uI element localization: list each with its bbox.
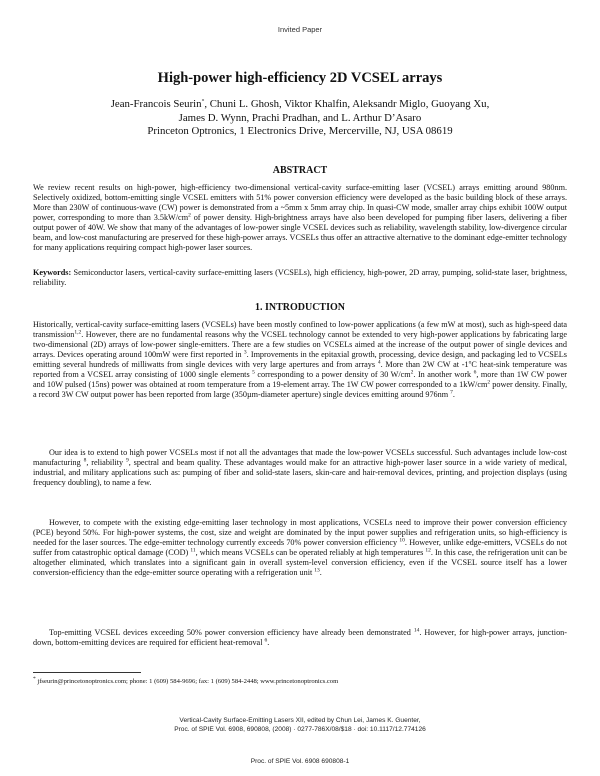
footnote-divider: [33, 672, 141, 673]
first-author: Jean-Francois Seurin: [110, 98, 202, 110]
footnote: [33, 675, 567, 686]
keywords-label: Keywords:: [33, 268, 72, 277]
intro-paragraph-1: Historically, vertical-cavity surface-emitting lasers (VCSELs) have been mostly confined to low-power applications (a few mW at most), such as high-speed data transmission$^{1,2}$. However, there are no fundamental reasons why the VCSEL technology cannot be extended to very high-power applications by fabricating large two-dimensional (2D) arrays of low-power single-emitters. There are a few studies on VCSELs aimed at the increase of the output power of single devices and arrays. Devices operating around 100mW were first reported in $^3$. Improvements in the epitaxial growth, processing, device design, and packaging led to VCSELs emitting several hundreds of milliwatts from single devices with very large apertures and from arrays $^4$. More than 2W CW at -1$^o$C heat-sink temperature was reported from a VCSEL array consisting of 1000 single elements $^5$ corresponding to a power density of 30 $W/cm^2$. In another work $^6$, more than 1W CW power and 10W pulsed (15ns) power was obtained at room temperature from a 19-element array. The 1W CW power corresponded to a $1kW/cm^2$ power density. Finally, a record 3W CW output power has been reported from large (350µm-diameter aperture) single devices emitting around 976nm $^7$.: [33, 320, 568, 399]
author-block: [40, 98, 560, 139]
footer-line-2: Proc. of SPIE Vol. 6908, 690808, (2008) · 0277-786X/08/$18 · doi: 10.1117/12.774126: [174, 725, 426, 733]
page-number: Proc. of SPIE Vol. 6908 690808-1: [250, 758, 350, 765]
intro-paragraph-3: However, to compete with the existing edge-emitting laser technology in most applications, VCSELs need to improve their power conversion efficiency (PCE) beyond 50%. For high-power systems, the cost, size and weight are dominated by the input power supplies and refrigeration units, so high-efficiency is needed for the laser sources. The edge-emitter technology currently exceeds 70% power conversion efficiency $^{10}$. However, unlike edge-emitters, VCSELs do not suffer from catastrophic optical damage (COD) $^{11}$, which means VCSELs can be operated reliably at high temperatures $^{12}$. In this case, the refrigeration unit can be altogether eliminated, which translates into a significant gain in overall system-level conversion efficiency, even if the VCSEL source itself has a lower conversion-efficiency than the edge-emitter source operating with a refrigeration unit $^{13}$.: [33, 518, 567, 577]
author-footnote-mark: *: [201, 98, 205, 105]
authors-line-2: James D. Wynn, Prachi Pradhan, and L. Arthur D’Asaro: [178, 111, 422, 124]
abstract-heading: ABSTRACT: [272, 165, 328, 176]
keywords-text: Semiconductor lasers, vertical-cavity surface-emitting lasers (VCSELs), high efficiency, high-power, 2D array, pumping, solid-state laser, brightness, reliability.: [33, 268, 567, 287]
keywords: [33, 268, 567, 288]
paper-title: High-power high-efficiency 2D VCSEL arrays: [157, 70, 443, 86]
authors-line-1: [40, 98, 560, 112]
intro-paragraph-4: Top-emitting VCSEL devices exceeding 50% power conversion efficiency have already been demonstrated $^{14}$. However, for high-power arrays, junction-down, bottom-emitting devices are required for efficient heat-removal $^6$.: [33, 627, 567, 647]
section-heading-introduction: 1. INTRODUCTION: [254, 302, 345, 313]
intro-paragraph-2: Our idea is to extend to high power VCSELs most if not all the advantages that made the low-power VCSELs successful. Such advantages include low-cost manufacturing $^8$, reliability $^9$, spectral and beam quality. These advantages would make for an attractive high-power laser source in a wide variety of medical, industrial, and military applications such as: pumping of fiber and solid-state lasers, skin-care and hair-removal devices, printing, and projection displays (using frequency doubling), to name a few.: [33, 448, 567, 487]
affiliation: Princeton Optronics, 1 Electronics Drive, Mercerville, NJ, USA 08619: [147, 125, 453, 137]
footer-line-1: Vertical-Cavity Surface-Emitting Lasers XII, edited by Chun Lei, James K. Guenter,: [179, 717, 421, 724]
invited-paper-label: Invited Paper: [277, 25, 323, 34]
footnote-contact: jfseurin@princetonoptronics.com; phone: 1 (609) 584-9696; fax: 1 (609) 584-2448; www.princetonoptronics.com: [35, 678, 339, 685]
publication-footer: [0, 717, 600, 734]
abstract-text: We review recent results on high-power, high-efficiency two-dimensional vertical-cavity surface-emitting laser (VCSEL) arrays emitting around 980nm. Selectively oxidized, bottom-emitting single VCSEL emitters with 51% power conversion efficiency were developed as the basic building block of these arrays. More than 230W of continuous-wave (CW) power is demonstrated from a ~5mm x 5mm array chip. In quasi-CW mode, smaller array chips exhibit 100W output power, corresponding to more than $3.5kW/cm^2$ of power density. High-brightness arrays have also been developed for pumping fiber lasers, delivering a fiber output power of 40W. We show that many of the advantages of low-power single VCSEL devices such as reliability, wavelength stability, low-divergence circular beam, and low-cost manufacturing are preserved for these high-power arrays. VCSELs thus offer an attractive alternative to the dominant edge-emitter technology for many applications requiring compact high-power laser sources.: [33, 183, 567, 252]
footnote-mark: *: [33, 675, 36, 682]
co-authors: , Chuni L. Ghosh, Viktor Khalfin, Aleksandr Miglo, Guoyang Xu,: [204, 98, 490, 110]
